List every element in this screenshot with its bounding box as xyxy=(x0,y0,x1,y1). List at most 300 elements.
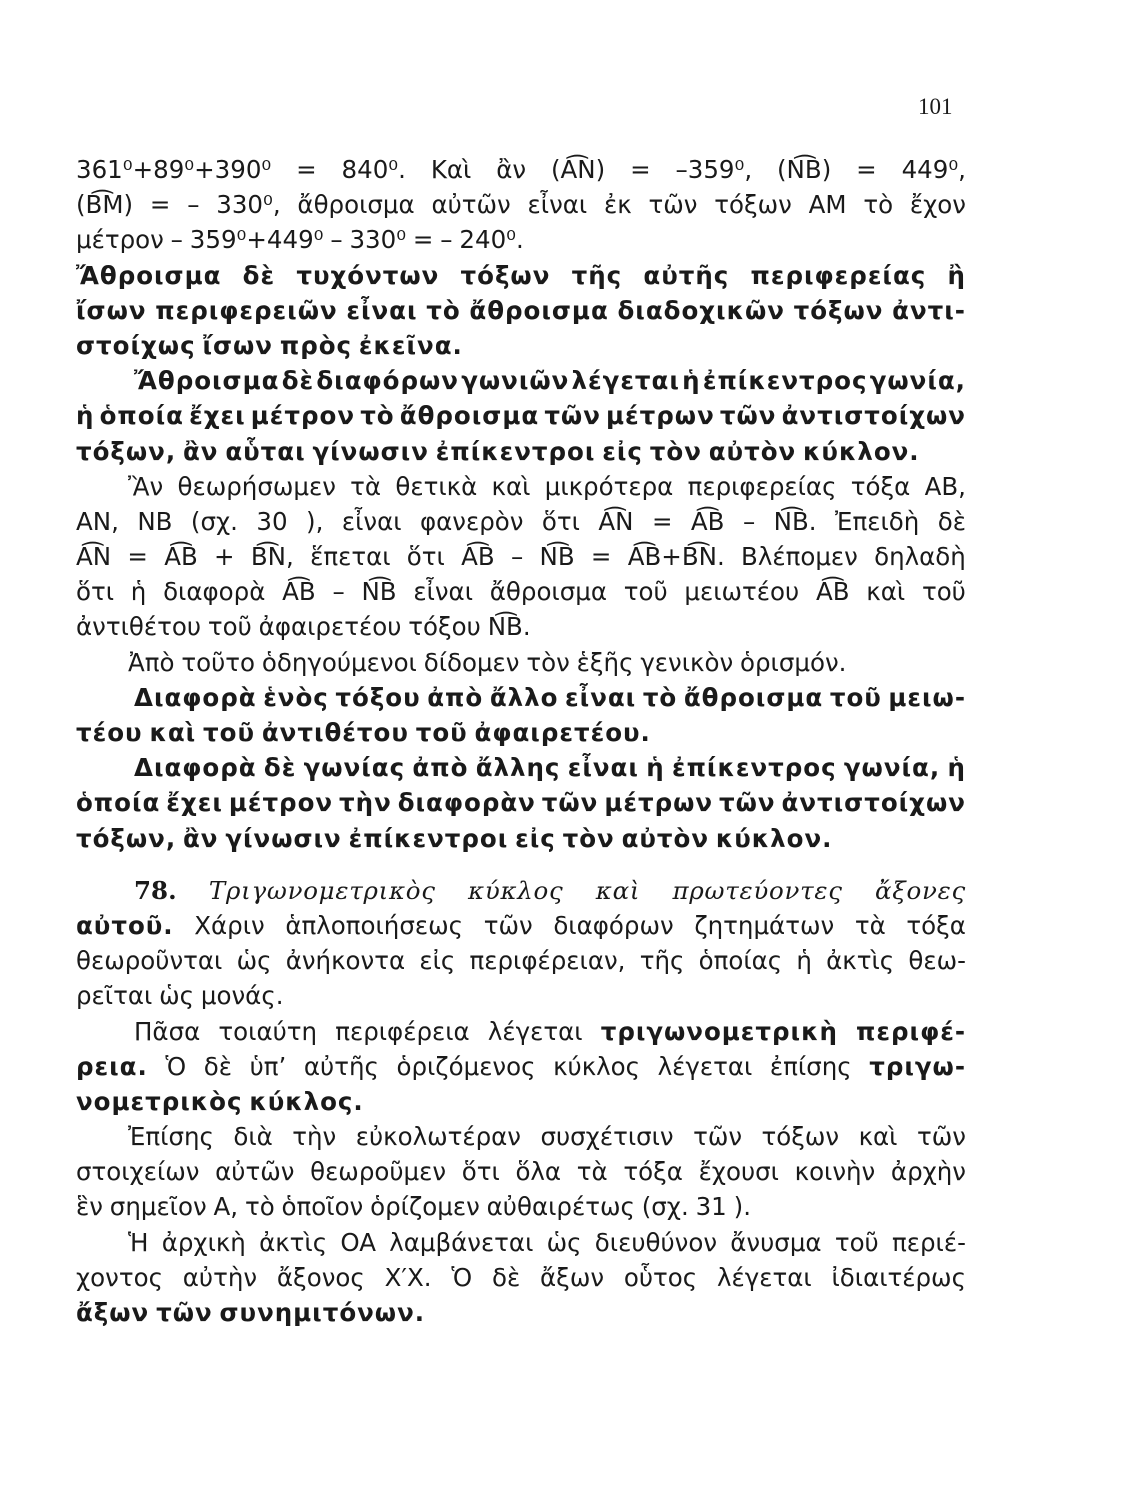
word: Χάριν xyxy=(194,910,265,940)
word: ἀφαιρετέου xyxy=(258,612,402,642)
text-line xyxy=(76,293,966,328)
word: γωνία, xyxy=(843,753,941,783)
word: μέτρον xyxy=(76,225,164,255)
word: δὲ xyxy=(242,260,276,290)
word: τὰ xyxy=(350,471,382,501)
word: κύκλον. xyxy=(803,436,920,466)
word: τόξων xyxy=(761,1122,840,1152)
text-line xyxy=(76,434,966,469)
word: δὲ xyxy=(263,753,297,783)
word: λέγεται xyxy=(571,366,680,396)
word: = xyxy=(856,155,877,184)
word: μέτρων xyxy=(606,401,715,431)
word: κοινὴν xyxy=(794,1157,876,1187)
word: – xyxy=(742,506,756,536)
word: ἀκτὶς xyxy=(259,1227,328,1257)
word: ἀντι- xyxy=(892,295,966,325)
word: αὐτοῦ. xyxy=(76,910,174,940)
word: ἄλλο xyxy=(489,682,559,712)
word: 78. xyxy=(134,875,177,905)
word: γωνιῶν xyxy=(461,366,570,396)
word: γίνωσιν xyxy=(225,823,342,853)
word: Ὁ xyxy=(451,1262,473,1292)
word: περιφερείας xyxy=(687,471,837,501)
word: λέγεται xyxy=(657,1051,753,1081)
word: στοίχως xyxy=(76,330,196,360)
word: Καὶ xyxy=(430,155,472,184)
word: καὶ xyxy=(866,577,906,607)
word: τῶν xyxy=(541,788,599,818)
word: N͡B. xyxy=(487,612,531,642)
word: Ἂν xyxy=(128,471,164,501)
word: διὰ xyxy=(233,1122,273,1152)
text-line xyxy=(76,469,966,504)
word: ὁρισμόν. xyxy=(740,647,847,677)
text-line xyxy=(76,152,966,187)
text-line xyxy=(76,1295,966,1330)
word: τόξα xyxy=(906,910,966,940)
word: τὸν xyxy=(649,436,702,466)
word: θεωροῦνται xyxy=(76,946,223,976)
word: δὲ xyxy=(281,366,315,396)
word: πρὸς xyxy=(279,330,353,360)
word: (σχ. xyxy=(641,1192,689,1222)
word: ὁριζόμενος xyxy=(396,1051,536,1081)
word: σημεῖον xyxy=(109,1192,207,1222)
word: A͡N xyxy=(598,506,634,536)
word: κύκλος. xyxy=(249,1086,364,1116)
word: Ἐπειδὴ xyxy=(835,506,920,536)
word: ὅλα xyxy=(515,1157,562,1187)
word: Διαφορὰ xyxy=(134,682,257,712)
word: διαδοχικῶν xyxy=(617,295,785,325)
word: δὲ xyxy=(203,1051,232,1081)
word: ἡ xyxy=(682,366,701,396)
word: τριγωνομετρικὴ xyxy=(600,1016,838,1046)
word: ἀπὸ xyxy=(412,753,469,783)
word: ἑξῆς xyxy=(576,647,634,677)
word: ὅτι xyxy=(76,577,115,607)
text-line xyxy=(76,328,966,363)
word: φανερὸν xyxy=(419,506,524,536)
word: διαφορὰν xyxy=(397,788,536,818)
word: ἀνήκοντα xyxy=(285,946,406,976)
word: τόξα xyxy=(623,1157,683,1187)
word: ὁποία xyxy=(76,788,161,818)
text-line xyxy=(76,1154,966,1189)
word: συνημιτόνων. xyxy=(219,1298,426,1327)
word: 840⁰. xyxy=(341,155,406,184)
word: 240⁰. xyxy=(459,225,524,255)
word: ἄθροισμα xyxy=(469,295,609,325)
word: διευθύνον xyxy=(594,1227,718,1257)
word: αὐτῆς xyxy=(303,1051,379,1081)
word: τοῦ xyxy=(921,577,966,607)
word: N͡B xyxy=(539,542,575,572)
word: λαμβάνεται xyxy=(389,1227,534,1257)
word: τοιαύτη xyxy=(218,1016,318,1046)
word: πρωτεύοντες xyxy=(672,875,843,905)
word: τὴν xyxy=(339,788,392,818)
word: μέτρων xyxy=(604,788,714,818)
text-line xyxy=(76,222,966,257)
text-line xyxy=(76,1189,966,1224)
word: ἄλλης xyxy=(475,753,561,783)
word: ἀντιθέτου xyxy=(261,718,409,747)
word: (σχ. xyxy=(190,506,238,536)
word: τοῦ xyxy=(834,1227,879,1257)
word: καὶ xyxy=(149,718,197,747)
word: αὐθαιρέτως xyxy=(486,1192,635,1222)
word: τὸ xyxy=(360,401,395,431)
word: κύκλος xyxy=(553,1051,641,1081)
word: δηλαδὴ xyxy=(874,542,966,572)
word: μέτρον xyxy=(228,788,334,818)
word: καὶ xyxy=(858,1122,898,1152)
word: τέου xyxy=(76,718,143,747)
word: τοῦ xyxy=(203,718,255,747)
word: ρεια. xyxy=(76,1051,148,1081)
word: τὰ xyxy=(854,910,886,940)
word: ἕπεται xyxy=(310,542,391,572)
word: Ἀπὸ xyxy=(128,647,175,677)
word: τοῦ xyxy=(829,682,882,712)
word: τόξων xyxy=(793,295,884,325)
word: καὶ xyxy=(595,875,641,905)
word: εἶναι xyxy=(341,506,402,536)
page-body xyxy=(76,152,966,1330)
word: (B͡M) xyxy=(76,190,134,220)
word: περιφερείας xyxy=(750,260,927,290)
word: αὗται xyxy=(225,436,306,466)
word: ἐπίκεντρος xyxy=(702,366,868,396)
word: A͡B xyxy=(690,506,725,536)
word: = xyxy=(296,155,317,184)
word: αὐτῆς xyxy=(643,260,730,290)
word: εἰς xyxy=(419,946,456,976)
word: ἄξων xyxy=(540,1262,605,1292)
word: τῆς xyxy=(639,946,685,976)
word: = xyxy=(412,225,434,255)
word: περιφέ- xyxy=(856,1016,966,1046)
word: χοντος xyxy=(76,1262,163,1292)
word: περιφέρειαν, xyxy=(469,946,626,976)
word: 359⁰+449⁰ xyxy=(189,225,324,255)
word: B͡N, xyxy=(250,542,294,572)
text-line xyxy=(76,539,966,574)
word: στοιχείων xyxy=(76,1157,200,1187)
word: κύκλον. xyxy=(715,823,833,853)
word: ἓν xyxy=(76,1192,103,1222)
word: ἂν xyxy=(182,823,219,853)
word: AN, xyxy=(76,506,119,536)
word: μειω- xyxy=(888,682,966,712)
text-line xyxy=(76,398,966,433)
word: Ἐπίσης xyxy=(128,1122,214,1152)
text-line xyxy=(76,187,966,222)
text-line xyxy=(76,908,966,943)
word: 30 xyxy=(256,506,288,536)
word: τυχόντων xyxy=(296,260,440,290)
word: τῆς xyxy=(571,260,623,290)
word: θεω- xyxy=(908,946,966,976)
word: ὅτι xyxy=(541,506,580,536)
word: ἄνυσμα xyxy=(730,1227,822,1257)
word: ὅτι xyxy=(461,1157,500,1187)
word: διαφόρων xyxy=(316,366,459,396)
word: ὁποίας xyxy=(698,946,783,976)
word: αὐτῶν xyxy=(431,190,511,220)
word: ὁρίζομεν xyxy=(370,1192,480,1222)
word: εἶναι xyxy=(567,753,639,783)
word: εἶναι xyxy=(413,577,473,607)
word: αὐτὸν xyxy=(621,823,710,853)
word: X′X. xyxy=(384,1262,432,1292)
text-line xyxy=(76,258,966,293)
text-line xyxy=(76,504,966,539)
word: ἑνὸς xyxy=(263,682,329,712)
word: 31 xyxy=(695,1192,727,1222)
word: τόξα xyxy=(850,471,911,501)
word: θεωροῦμεν xyxy=(310,1157,447,1187)
word: ζητημάτων xyxy=(694,910,835,940)
word: τῶν xyxy=(916,1122,966,1152)
word: τόξου xyxy=(408,612,481,642)
word: ἔχουσι xyxy=(698,1157,779,1187)
text-line xyxy=(76,785,966,820)
word: ὁδηγούμενοι xyxy=(261,647,417,677)
word: ὑπ’ xyxy=(249,1051,287,1081)
word: τὸ xyxy=(863,190,894,220)
word: μικρότερα xyxy=(544,471,674,501)
word: A͡B xyxy=(815,577,850,607)
word: = xyxy=(651,506,673,536)
word: ἀφαιρετέου. xyxy=(474,718,651,747)
word: τοῦτο xyxy=(181,647,256,677)
word: ἔχει xyxy=(166,788,223,818)
word: – xyxy=(332,577,345,607)
word: NB xyxy=(137,506,173,536)
word: ἴσων xyxy=(76,295,147,325)
word: ἀντιστοίχων xyxy=(781,401,966,431)
word: τὴν xyxy=(292,1122,337,1152)
word: ὁποία xyxy=(99,401,184,431)
word: αὐτὴν xyxy=(182,1262,258,1292)
word: – xyxy=(187,190,200,220)
word: λέγεται xyxy=(716,1262,812,1292)
word: 361⁰+89⁰+390⁰ xyxy=(76,155,272,184)
word: Ὁ xyxy=(165,1051,187,1081)
word: Ἄθροισμα xyxy=(134,366,280,396)
word: ἂν xyxy=(182,436,219,466)
word: εἶναι xyxy=(527,190,588,220)
word: ἐκ xyxy=(604,190,632,220)
word: δίδομεν xyxy=(423,647,520,677)
text-line xyxy=(76,574,966,609)
word: ἄθροισμα xyxy=(489,577,607,607)
word: ἐπίκεντροι xyxy=(348,823,509,853)
word: – xyxy=(440,225,453,255)
word: AM xyxy=(808,190,847,220)
word: τόξου xyxy=(335,682,421,712)
text-line xyxy=(76,1119,966,1154)
word: οὗτος xyxy=(623,1262,698,1292)
word: A͡B+B͡N. xyxy=(627,542,725,572)
text-line xyxy=(76,750,966,785)
word: εὐκολωτέραν xyxy=(355,1122,521,1152)
word: – xyxy=(330,225,343,255)
word: ἀρχικὴ xyxy=(161,1227,246,1257)
page-number: 101 xyxy=(918,94,953,119)
word: εἰς xyxy=(602,436,643,466)
word: OA xyxy=(340,1227,376,1257)
word: = xyxy=(127,542,148,572)
text-line xyxy=(76,1225,966,1260)
text-line xyxy=(76,1084,966,1119)
text-line xyxy=(76,943,966,978)
word: –359⁰, xyxy=(675,155,753,184)
word: ἐκεῖνα. xyxy=(358,330,463,360)
word: τριγω- xyxy=(869,1051,966,1081)
word: γωνίας xyxy=(303,753,406,783)
word: – xyxy=(170,225,183,255)
word: ἀρχὴν xyxy=(890,1157,966,1187)
word: εἶναι xyxy=(565,682,637,712)
word: τῶν xyxy=(156,1298,213,1327)
word: ἄξων xyxy=(76,1298,150,1327)
word: θετικὰ xyxy=(395,471,478,501)
word: τόξων xyxy=(460,260,551,290)
word: τοῦ xyxy=(207,612,252,642)
word: διαφόρων xyxy=(553,910,674,940)
word: ὡς xyxy=(159,981,195,1011)
word: ἀντιστοίχων xyxy=(781,788,966,818)
word: ἡ xyxy=(76,401,95,431)
text-line xyxy=(76,1014,966,1049)
word: ἀπὸ xyxy=(427,682,484,712)
word: εἰς xyxy=(515,823,556,853)
text-line xyxy=(76,1049,966,1084)
word: ἢ xyxy=(947,260,966,290)
text-line xyxy=(76,821,966,856)
text-line xyxy=(76,645,966,680)
text-line xyxy=(76,609,966,644)
word: τὸ xyxy=(426,295,461,325)
word: μειωτέου xyxy=(684,577,800,607)
word: τόξων, xyxy=(76,436,177,466)
word: τῶν xyxy=(719,401,777,431)
word: Διαφορὰ xyxy=(134,753,257,783)
word: αὐτῶν xyxy=(215,1157,295,1187)
word: καὶ xyxy=(491,471,531,501)
word: περιφέρεια xyxy=(335,1016,470,1046)
word: ὅτι xyxy=(406,542,445,572)
word: γενικὸν xyxy=(640,647,734,677)
word: μέτρον xyxy=(250,401,356,431)
word: τῶν xyxy=(693,1122,743,1152)
text-line xyxy=(76,873,966,908)
word: ἴσων xyxy=(202,330,273,360)
word: ἡ xyxy=(947,753,966,783)
word: ὡς xyxy=(236,946,272,976)
word: (N͡B) xyxy=(777,155,832,184)
word: τόξων xyxy=(714,190,792,220)
word: 330⁰ xyxy=(349,225,407,255)
word: τὸν xyxy=(562,823,615,853)
word: εἶναι xyxy=(346,295,418,325)
word: ἔχον xyxy=(909,190,966,220)
word: – xyxy=(510,542,524,572)
word: ἄξονες xyxy=(875,875,966,905)
word: τὸν xyxy=(526,647,570,677)
word: τῶν xyxy=(483,910,533,940)
word: Ἄθροισμα xyxy=(76,260,222,290)
word: 330⁰, xyxy=(216,190,281,220)
word: τῶν xyxy=(648,190,698,220)
word: N͡B. xyxy=(773,506,817,536)
word: ἐπίκεντροι xyxy=(435,436,596,466)
word: τὰ xyxy=(576,1157,608,1187)
word: ὡς xyxy=(546,1227,582,1257)
word: γίνωσιν xyxy=(312,436,429,466)
word: ἡ xyxy=(646,753,665,783)
word: ἐπίσης xyxy=(769,1051,852,1081)
word: = xyxy=(149,190,171,220)
word: δὲ xyxy=(491,1262,521,1292)
word: ). xyxy=(733,1192,751,1222)
word: ρεῖται xyxy=(76,981,153,1011)
word: τοῦ xyxy=(623,577,668,607)
word: ), xyxy=(306,506,324,536)
word: ἰδιαιτέρως xyxy=(831,1262,966,1292)
word: ἄθροισμα xyxy=(683,682,824,712)
word: A͡B xyxy=(461,542,495,572)
word: ἐπίκεντρος xyxy=(671,753,837,783)
word: τῶν xyxy=(719,788,776,818)
text-line xyxy=(76,680,966,715)
word: ἡ xyxy=(130,577,147,607)
word: συσχέτισιν xyxy=(540,1122,674,1152)
word: AB, xyxy=(924,471,966,501)
word: ἄθροισμα xyxy=(399,401,540,431)
word: Βλέπομεν xyxy=(741,542,858,572)
word: + xyxy=(214,542,235,572)
word: κύκλος xyxy=(468,875,564,905)
word: Τριγωνομετρικὸς xyxy=(208,875,436,905)
word: N͡B xyxy=(361,577,397,607)
word: μονάς. xyxy=(200,981,284,1011)
word: ἂν xyxy=(496,155,527,184)
word: αὐτὸν xyxy=(708,436,797,466)
text-line xyxy=(76,1260,966,1295)
word: νομετρικὸς xyxy=(76,1086,243,1116)
word: περιφερειῶν xyxy=(155,295,338,325)
word: ὁποῖον xyxy=(281,1192,364,1222)
word: ἄξονος xyxy=(276,1262,365,1292)
word: θεωρήσωμεν xyxy=(177,471,336,501)
word: ἄθροισμα xyxy=(297,190,415,220)
word: ἁπλοποιήσεως xyxy=(285,910,464,940)
word: τῶν xyxy=(544,401,601,431)
word: A, xyxy=(213,1192,239,1222)
text-line xyxy=(76,715,966,750)
word: A͡B xyxy=(164,542,198,572)
word: ἡ xyxy=(796,946,812,976)
word: τὸ xyxy=(642,682,678,712)
word: 449⁰, xyxy=(901,155,966,184)
word: διαφορὰ xyxy=(163,577,266,607)
word: περιέ- xyxy=(891,1227,966,1257)
